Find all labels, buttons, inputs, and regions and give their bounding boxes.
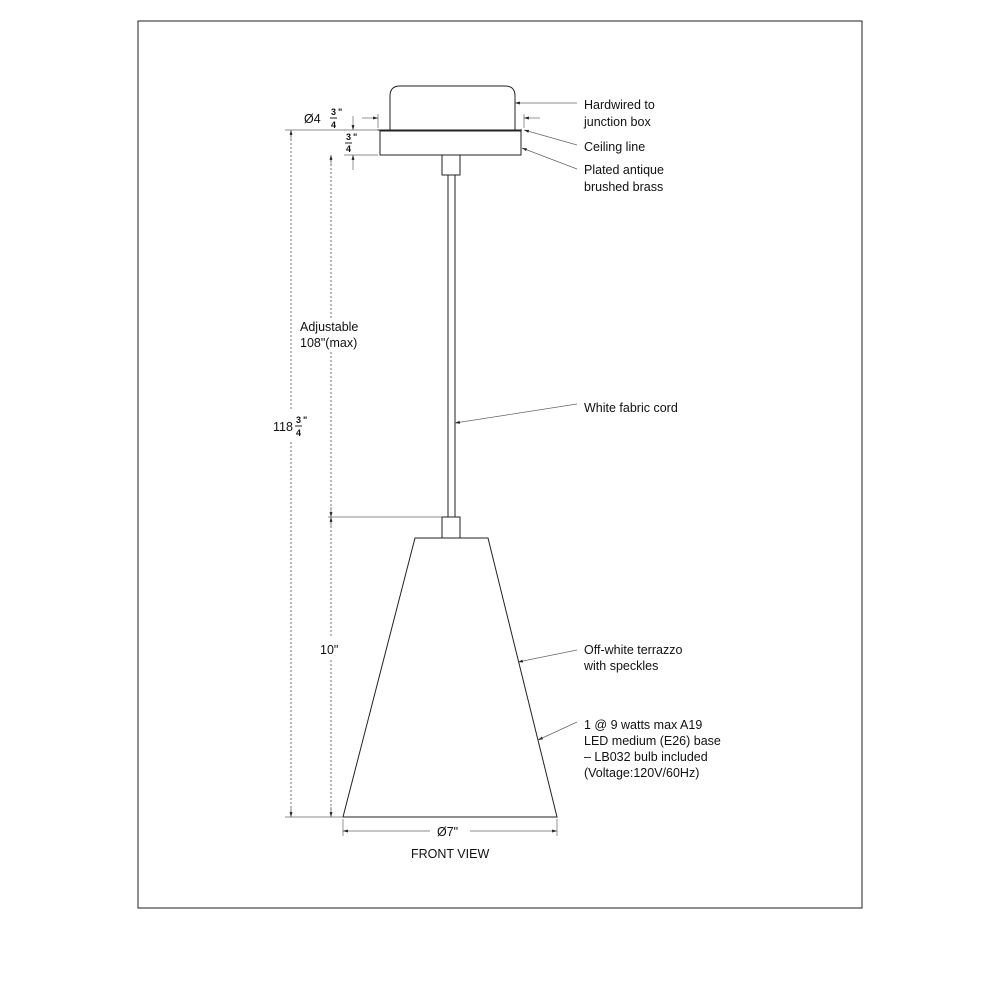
canopy-diameter-numerator: 3	[331, 107, 337, 117]
callout-cord-text: White fabric cord	[584, 401, 678, 415]
callout-junction-box-line1: Hardwired to	[584, 98, 655, 112]
callout-bulb-line2: LED medium (E26) base	[584, 734, 721, 748]
callout-shade-material-line1: Off-white terrazzo	[584, 643, 683, 657]
canopy-diameter-unit: "	[338, 107, 343, 117]
junction-box	[390, 86, 515, 130]
canopy	[380, 131, 521, 155]
callout-shade-material-line2: with speckles	[584, 659, 659, 673]
callout-cord	[455, 401, 678, 423]
dim-shade-diameter	[343, 819, 557, 839]
canopy-height-unit: "	[353, 132, 358, 142]
overall-height-unit: "	[303, 415, 308, 425]
overall-height-denominator: 4	[296, 428, 302, 438]
overall-height-prefix: 118	[273, 420, 293, 434]
callout-bulb-line4: (Voltage:120V/60Hz)	[584, 766, 700, 780]
view-label: FRONT VIEW	[411, 847, 490, 861]
shade-diameter-label: Ø7"	[437, 825, 459, 839]
callout-finish-line2: brushed brass	[584, 180, 664, 194]
fixture	[343, 86, 557, 817]
dim-shade-height	[320, 517, 338, 817]
cord-grip	[442, 155, 460, 175]
callout-bulb-line1: 1 @ 9 watts max A19	[584, 718, 703, 732]
socket-cap	[442, 517, 460, 538]
callout-bulb	[538, 718, 721, 780]
callout-junction-box-line2: junction box	[584, 115, 651, 129]
canopy-height-denominator: 4	[346, 144, 352, 154]
shade	[343, 538, 557, 817]
callout-shade-material	[518, 643, 682, 673]
canopy-height-numerator: 3	[346, 132, 352, 142]
drawing-border	[138, 21, 862, 908]
callout-finish	[522, 148, 664, 194]
cord-length-line1: Adjustable	[300, 320, 359, 334]
callout-ceiling-line	[524, 130, 645, 154]
dim-cord-length	[300, 155, 442, 517]
shade-height-label: 10"	[320, 643, 339, 657]
canopy-diameter-prefix: Ø4	[304, 112, 321, 126]
canopy-diameter-denominator: 4	[331, 120, 337, 130]
overall-height-numerator: 3	[296, 415, 302, 425]
cord-length-line2: 108"(max)	[300, 336, 358, 350]
callout-ceiling-line-text: Ceiling line	[584, 140, 646, 154]
callout-bulb-line3: – LB032 bulb included	[584, 750, 708, 764]
dim-canopy-height	[344, 116, 378, 170]
dim-overall-height	[273, 130, 345, 817]
callout-finish-line1: Plated antique	[584, 163, 664, 177]
callout-junction-box	[515, 98, 655, 129]
dim-canopy-diameter	[304, 107, 540, 130]
